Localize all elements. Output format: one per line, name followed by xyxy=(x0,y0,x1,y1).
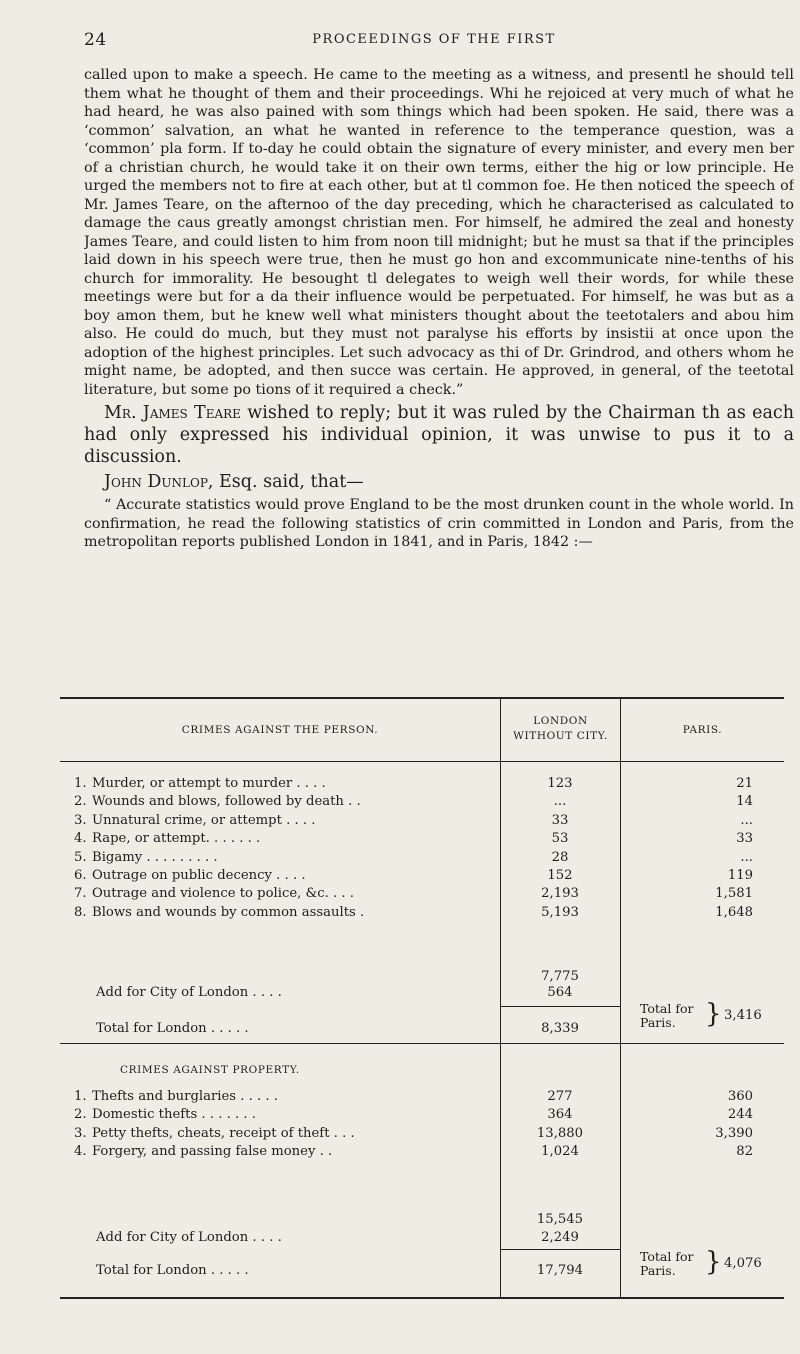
row-number: 2. xyxy=(74,794,87,810)
london-value: 277 xyxy=(547,1089,573,1104)
london-value: 152 xyxy=(547,868,573,883)
table-row xyxy=(60,1106,784,1124)
table-row xyxy=(60,1143,784,1161)
property-section-head: CRIMES AGAINST PROPERTY. xyxy=(120,1064,300,1076)
total-london-value: 8,339 xyxy=(541,1021,579,1036)
london-subtotal: 15,545 xyxy=(536,1212,584,1227)
subtotal-rule xyxy=(501,1006,620,1007)
row-label: Thefts and burglaries . . . . . xyxy=(92,1089,278,1104)
table-row xyxy=(60,849,784,867)
body-text xyxy=(84,66,794,552)
row-label: Outrage and violence to police, &c. . . . xyxy=(92,886,354,902)
col-head-london-line1: LONDON xyxy=(533,715,588,727)
paris-value: 360 xyxy=(727,1089,753,1104)
paris-total-label-line2: Paris. xyxy=(640,1015,676,1030)
paris-total-label-line1: Total for xyxy=(640,1249,694,1264)
header-rule xyxy=(60,761,784,762)
london-value: 2,193 xyxy=(541,886,579,902)
total-london-label: Total for London . . . . . xyxy=(96,1021,249,1036)
paris-value: 21 xyxy=(736,776,753,791)
total-london-value: 17,794 xyxy=(536,1263,584,1278)
london-value: 1,024 xyxy=(541,1144,579,1160)
row-number: 3. xyxy=(74,1125,87,1141)
running-title: PROCEEDINGS OF THE FIRST xyxy=(312,32,556,47)
row-number: 8. xyxy=(74,904,87,920)
col-head-london xyxy=(501,714,620,744)
table-row xyxy=(60,885,784,903)
paris-total-value: 3,416 xyxy=(724,1008,762,1023)
paragraph-speech: called upon to make a speech. He came to the meeting as a witness, and presentl he should tell them what he thought of them and their proceedings. Whi he rejoiced at very much of what he had heard, he was also pained with som things which had been spoken. He said, there was a ‘common’ salvation, an what he wanted in reference to the temperance question, was a ‘common’ pla form. If to-day he could obtain the signature of every minister, and every men ber of a christian church, he would take it on their own terms, either the hig or low principle. He urged the members not to fire at each other, but at tl common foe. He then noticed the speech of Mr. James Teare, on the afternoo of the day preceding, which he characterised as calculated to damage the caus greatly amongst christian men. For himself, he admired the zeal and honesty James Teare, and could listen to him from noon till midnight; but he must sa that if the principles laid down in his speech were true, then he must go hon and excommunicate nine-tenths of his church for immorality. He besought tl delegates to weigh well their words, for while these meetings were but for a da their influence would be perpetuated. For himself, he was but as a boy amon them, but he knew well what ministers thought about the teetotalers and abou him also. He could do much, but they must not paralyse his efforts by insistii at once upon the adoption of the highest principles. Let such advocacy as thi of Dr. Grindrod, and others whom he might name, be adopted, and then succe was certain. He approved, in general, of the teetotal literature, but some po tions of it required a check.” xyxy=(84,67,794,398)
paris-value: 1,648 xyxy=(715,904,753,920)
row-number: 4. xyxy=(74,1144,87,1160)
row-label: Forgery, and passing false money . . xyxy=(92,1144,333,1160)
row-label: Unnatural crime, or attempt . . . . xyxy=(92,812,316,828)
paragraph-teare-reply xyxy=(84,402,794,468)
row-number: 6. xyxy=(74,868,87,883)
london-value: 33 xyxy=(551,812,569,828)
paris-value: 14 xyxy=(736,794,753,810)
table-row xyxy=(60,775,784,793)
speaker-name: Mr. James Teare xyxy=(104,403,241,423)
subtotal-rule xyxy=(501,1249,620,1250)
section-rule xyxy=(60,1043,784,1044)
property-subtotal-row xyxy=(60,1211,784,1229)
brace-icon: } xyxy=(705,1247,722,1277)
paris-value: 33 xyxy=(736,831,753,847)
crime-statistics-table xyxy=(60,697,784,1299)
table-row xyxy=(60,812,784,830)
row-label: Petty thefts, cheats, receipt of theft . . . xyxy=(92,1125,355,1141)
row-number: 2. xyxy=(74,1107,87,1123)
row-number: 1. xyxy=(74,1089,87,1104)
row-number: 4. xyxy=(74,831,87,847)
london-value: 5,193 xyxy=(541,904,579,920)
add-city-value: 2,249 xyxy=(541,1230,579,1245)
paris-total-label-line2: Paris. xyxy=(640,1263,676,1278)
paragraph-text: wished to reply; but it was ruled by the Chairman th as each had only expressed his individual opinion, it was unwise to pus it to a discussion. xyxy=(84,403,794,467)
paris-total-label-line1: Total for xyxy=(640,1001,694,1016)
add-city-label: Add for City of London . . . . xyxy=(96,1230,282,1245)
table-row xyxy=(60,1088,784,1106)
add-city-value: 564 xyxy=(547,985,573,1000)
row-label: Wounds and blows, followed by death . . xyxy=(92,794,361,810)
row-number: 1. xyxy=(74,776,87,791)
row-label: Outrage on public decency . . . . xyxy=(92,868,306,883)
london-value: 53 xyxy=(551,831,569,847)
row-number: 7. xyxy=(74,886,87,902)
total-london-label: Total for London . . . . . xyxy=(96,1263,249,1278)
table-top-rule xyxy=(60,697,784,699)
speaker-name: John Dunlop xyxy=(104,472,208,492)
paris-value: ... xyxy=(740,849,753,865)
paris-value: 82 xyxy=(736,1144,753,1160)
paragraph-text: , Esq. said, that— xyxy=(207,472,364,492)
london-value: 123 xyxy=(547,776,573,791)
table-bottom-rule xyxy=(60,1297,784,1299)
person-add-city-row xyxy=(60,984,784,1002)
row-label: Blows and wounds by common assaults . xyxy=(92,904,365,920)
table-row xyxy=(60,830,784,848)
property-add-city-row xyxy=(60,1229,784,1247)
paris-value: 1,581 xyxy=(715,886,753,902)
table-row xyxy=(60,867,784,885)
paris-total-person xyxy=(640,1002,693,1030)
paragraph-statistics-intro: “ Accurate statistics would prove England to be the most drunken count in the whole world. In confirmation, he read the following statistics of crin committed in London and Paris, from the metropolitan reports published London in 1841, and in Paris, 1842 :— xyxy=(84,497,794,550)
col-head-london-line2: WITHOUT CITY. xyxy=(513,730,608,742)
brace-icon: } xyxy=(705,999,722,1029)
paragraph-dunlop-intro xyxy=(84,471,794,493)
row-label: Domestic thefts . . . . . . . xyxy=(92,1107,256,1123)
london-value: 364 xyxy=(547,1107,573,1123)
london-subtotal: 7,775 xyxy=(541,969,579,984)
london-value: 13,880 xyxy=(536,1125,584,1141)
paris-total-value: 4,076 xyxy=(724,1256,762,1271)
row-label: Rape, or attempt. . . . . . . xyxy=(92,831,261,847)
table-row xyxy=(60,904,784,922)
london-value: ... xyxy=(553,794,567,810)
table-row xyxy=(60,793,784,811)
row-number: 5. xyxy=(74,849,87,865)
london-value: 28 xyxy=(551,849,569,865)
paris-value: 3,390 xyxy=(715,1125,753,1141)
row-label: Murder, or attempt to murder . . . . xyxy=(92,776,326,791)
page-number: 24 xyxy=(84,30,107,50)
add-city-label: Add for City of London . . . . xyxy=(96,985,282,1000)
paris-value: ... xyxy=(740,812,753,828)
paris-value: 119 xyxy=(727,868,753,883)
page-header xyxy=(84,30,784,52)
table-row xyxy=(60,1125,784,1143)
paris-total-property xyxy=(640,1250,693,1278)
row-number: 3. xyxy=(74,812,87,828)
row-label: Bigamy . . . . . . . . . xyxy=(92,849,218,865)
paris-value: 244 xyxy=(727,1107,753,1123)
col-head-paris: PARIS. xyxy=(682,724,723,736)
col-head-crimes: CRIMES AGAINST THE PERSON. xyxy=(181,724,379,736)
